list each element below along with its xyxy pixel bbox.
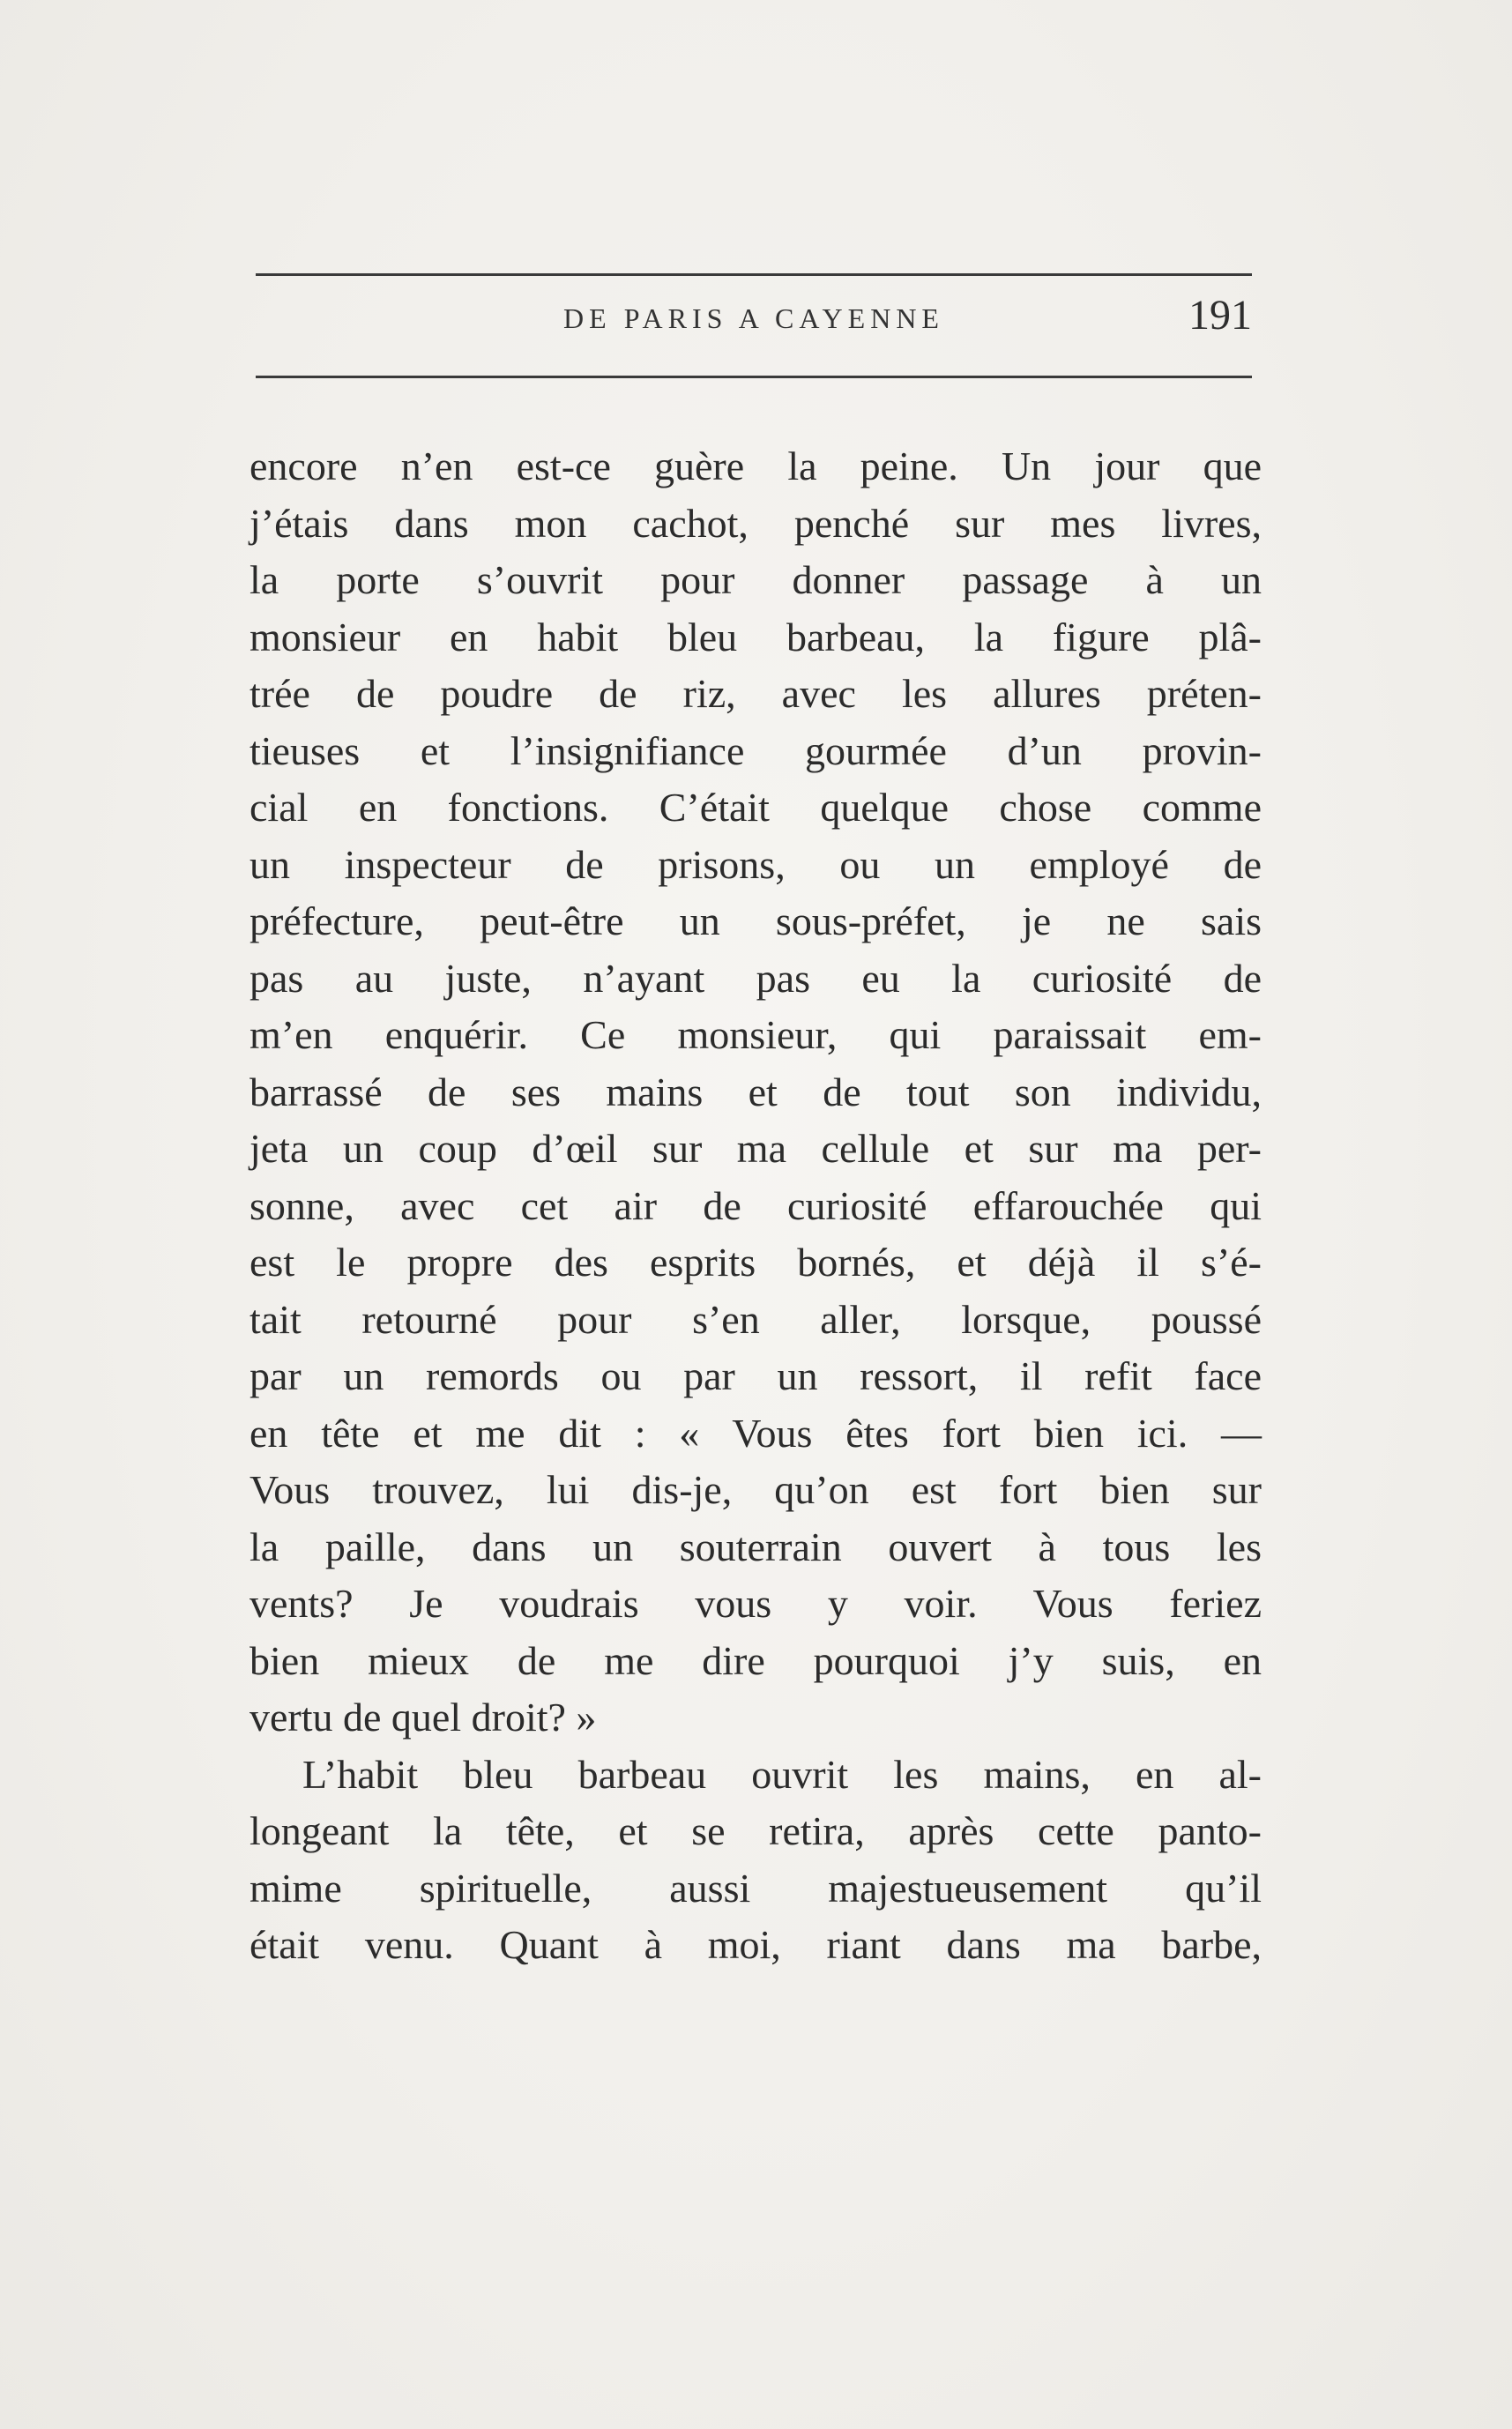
header-rule-top [256,273,1252,276]
text-line: était venu. Quant à moi, riant dans ma barbe, [250,1922,1262,1967]
text-line: bien mieux de me dire pourquoi j’y suis, en [250,1637,1262,1683]
text-line: encore n’en est-ce guère la peine. Un jour que [250,443,1262,488]
running-header-title: DE PARIS A CAYENNE [563,302,944,334]
text-line: en tête et me dit : « Vous êtes fort bien ici. — [250,1410,1262,1456]
text-line: sonne, avec cet air de curiosité effarouchée qui [250,1182,1262,1228]
text-line: tait retourné pour s’en aller, lorsque, poussé [250,1296,1262,1342]
header-rule-bottom [256,376,1252,378]
text-line: la porte s’ouvrit pour donner passage à un [250,557,1262,602]
text-line: un inspecteur de prisons, ou un employé de [250,841,1262,887]
text-line: préfecture, peut-être un sous-préfet, je ne sais [250,898,1262,943]
text-line: L’habit bleu barbeau ouvrit les mains, en al- [302,1751,1262,1797]
text-line: tieuses et l’insignifiance gourmée d’un provin- [250,727,1262,773]
text-line: cial en fonctions. C’était quelque chose comme [250,785,1262,830]
text-line: la paille, dans un souterrain ouvert à tous les [250,1524,1262,1569]
text-line: j’étais dans mon cachot, penché sur mes livres, [250,500,1262,546]
text-line: barrassé de ses mains et de tout son individu, [250,1069,1262,1114]
text-line: vents? Je voudrais vous y voir. Vous feriez [250,1581,1262,1626]
text-line: pas au juste, n’ayant pas eu la curiosité de [250,955,1262,1001]
text-line: trée de poudre de riz, avec les allures préten- [250,671,1262,716]
text-line: longeant la tête, et se retira, après cette panto- [250,1808,1262,1853]
text-line: monsieur en habit bleu barbeau, la figure plâ- [250,614,1262,659]
text-line: est le propre des esprits bornés, et déjà il s’é- [250,1240,1262,1285]
text-line: vertu de quel droit? » [250,1695,597,1740]
text-line: Vous trouvez, lui dis-je, qu’on est fort bien sur [250,1467,1262,1512]
text-line: jeta un coup d’œil sur ma cellule et sur ma per- [250,1126,1262,1171]
text-line: m’en enquérir. Ce monsieur, qui paraissait em- [250,1012,1262,1057]
body-text [250,438,1262,1974]
text-line: mime spirituelle, aussi majestueusement qu’il [250,1865,1262,1911]
page-number: 191 [1188,292,1252,339]
text-line: par un remords ou par un ressort, il refit face [250,1353,1262,1398]
